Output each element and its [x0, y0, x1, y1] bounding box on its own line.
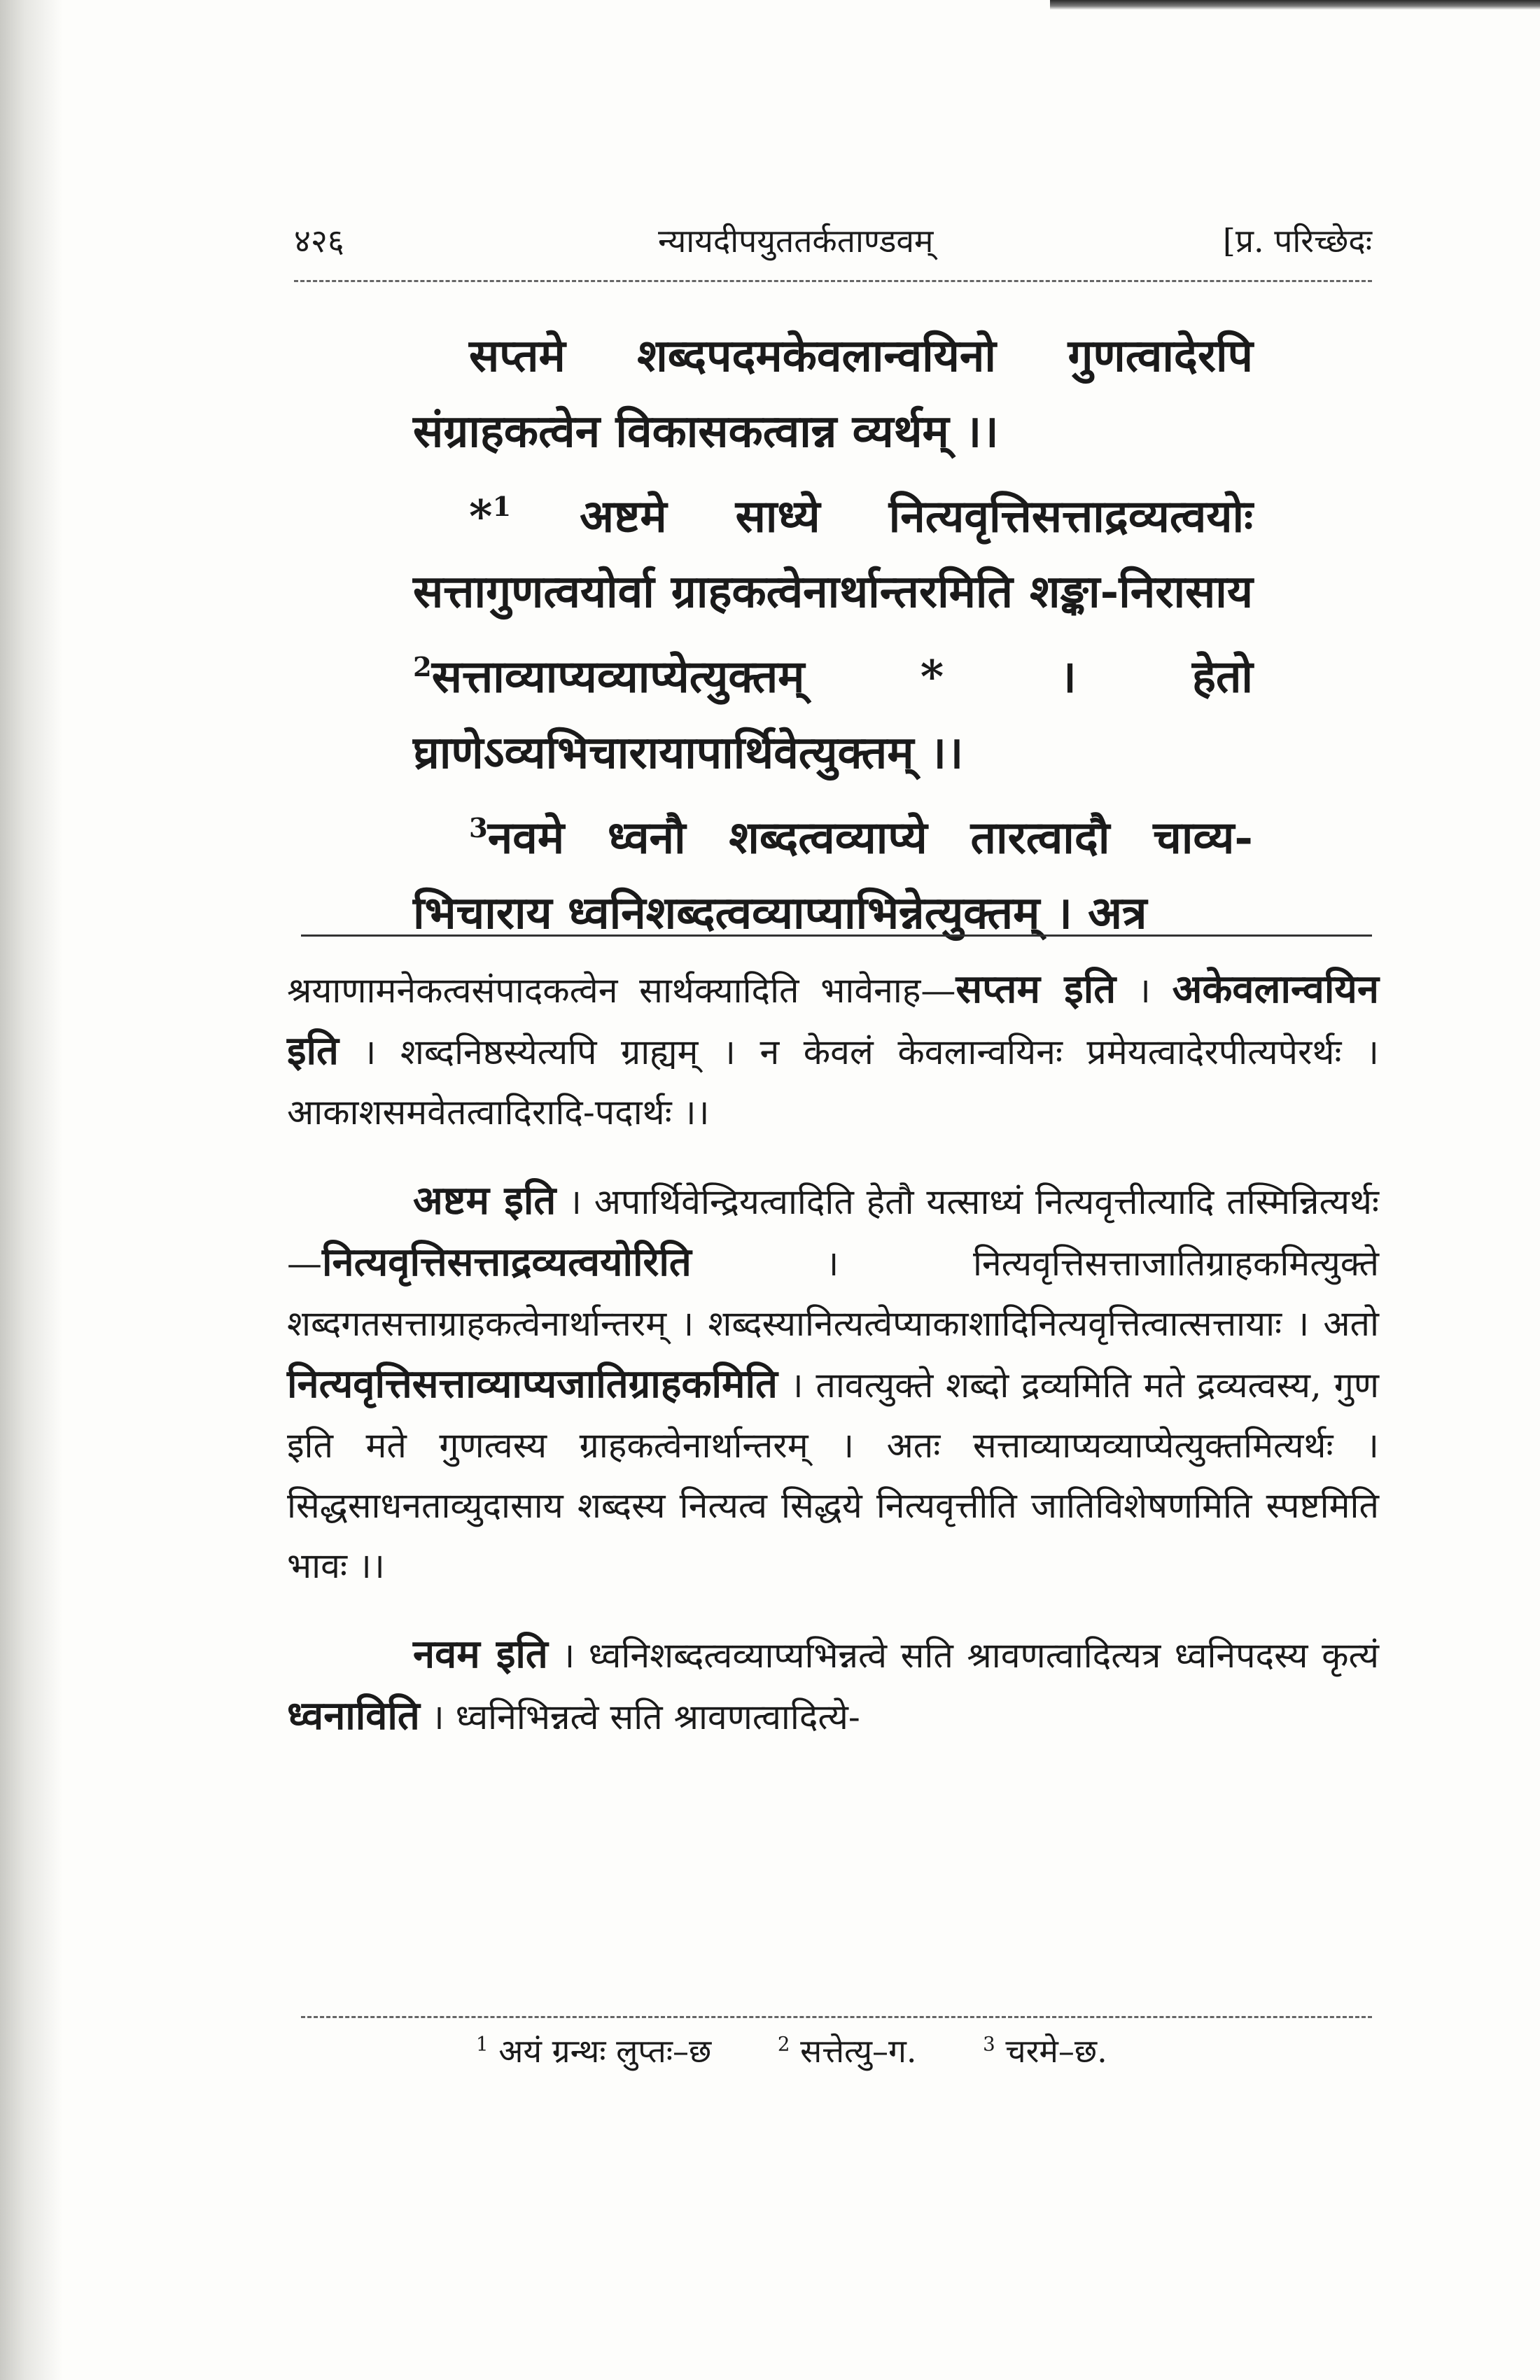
lemma: ध्वनाविति	[287, 1693, 420, 1739]
footnote-2	[778, 2032, 945, 2070]
lemma: अकेवलान्वयिन इति	[287, 966, 1379, 1074]
footnote-3	[983, 2032, 1135, 2070]
footnote-ref: 3	[469, 812, 488, 844]
lemma: अष्टम इति	[413, 1177, 556, 1224]
footnote-ref: 2	[413, 652, 432, 684]
main-text	[413, 318, 1253, 951]
commentary-text: । नित्यवृत्तिसत्ताजातिग्राहकमित्युक्ते शब्दगतसत्ताग्राहकत्वेनार्थान्तरम् । शब्दस्यानित्यत्वेप्याकाशादिनित्यवृत्तित्वात्सत्तायाः । अतो	[287, 1243, 1379, 1344]
asterisk-mark: *	[469, 490, 493, 543]
main-paragraph-2-text-b: सत्ताव्याप्यव्याप्येत्युक्तम् * । हेतो घ्राणेऽव्यभिचारायापार्थिवेत्युक्तम् ।।	[413, 650, 1253, 779]
scan-edge	[1050, 0, 1540, 10]
main-paragraph-1: सप्तमे शब्दपदमकेवलान्वयिनो गुणत्वादेरपि संग्राहकत्वेन विकासकत्वान्न व्यर्थम् ।।	[413, 330, 1253, 458]
running-title: न्यायदीपयुततर्कताण्डवम्	[658, 222, 934, 260]
footnote-number: 2	[777, 2032, 790, 2056]
footnote-number: 1	[476, 2032, 489, 2056]
commentary-text: । तावत्युक्ते शब्दो द्रव्यमिति मते द्रव्यत्वस्य, गुण इति मते गुणत्वस्य ग्राहकत्वेनार्थान्तरम् । अतः सत्ताव्याप्यव्याप्येत्युक्तमित्यर्थः । सिद्धसाधनताव्युदासाय शब्दस्य नित्यत्व सिद्धये नित्यवृत्तीति जातिविशेषणमिति स्पष्टमिति भावः ।।	[287, 1365, 1379, 1586]
main-paragraph-2	[413, 470, 1253, 791]
footnote-number: 3	[983, 2032, 995, 2056]
commentary-paragraph-3	[287, 1624, 1379, 1747]
page-fold-shadow	[0, 0, 63, 2380]
text-commentary-divider	[301, 934, 1372, 937]
lemma: नित्यवृत्तिसत्ताव्याप्यजातिग्राहकमिति	[287, 1361, 778, 1407]
main-paragraph-3	[413, 791, 1253, 951]
commentary-text: श्रयाणामनेकत्वसंपादकत्वेन सार्थक्यादिति भावेनाह—	[287, 970, 956, 1011]
section-label: [प्र. परिच्छेदः	[1222, 222, 1372, 260]
lemma: नित्यवृत्तिसत्ताद्रव्यत्वयोरिति	[322, 1239, 692, 1285]
commentary	[287, 959, 1379, 1747]
running-header	[294, 210, 1372, 266]
footnote-text: सत्तेत्यु–ग.	[800, 2032, 917, 2070]
lemma: नवम इति	[413, 1631, 548, 1677]
footnote-rule	[301, 2016, 1372, 2018]
commentary-paragraph-1	[287, 959, 1379, 1142]
commentary-text: । अपार्थिवेन्द्रियत्वादिति हेतौ यत्साध्यं नित्यवृत्तीत्यादि तस्मिन्नित्यर्थः—	[287, 1182, 1379, 1284]
footnotes	[476, 2029, 1163, 2072]
commentary-text: ।	[1116, 970, 1172, 1011]
lemma: सप्तम इति	[955, 966, 1116, 1012]
footnote-ref: 1	[492, 491, 512, 523]
footnote-1	[476, 2032, 739, 2070]
page-number: ४२६	[294, 222, 344, 260]
commentary-text: । ध्वनिशब्दत्वव्याप्यभिन्नत्वे सति श्रावणत्वादित्यत्र ध्वनिपदस्य कृत्यं	[547, 1635, 1379, 1676]
footnote-text: अयं ग्रन्थः लुप्तः–छ	[498, 2032, 712, 2070]
main-paragraph-3-text: नवमे ध्वनौ शब्दत्वव्याप्ये तारत्वादौ चाव्य-भिचाराय ध्वनिशब्दत्वव्याप्याभिन्नेत्युक्तम् । अत्र	[413, 811, 1253, 939]
commentary-paragraph-2	[287, 1170, 1379, 1596]
main-paragraph-2-text-a: अष्टमे साध्ये नित्यवृत्तिसत्ताद्रव्यत्वयोः सत्तागुणत्वयोर्वा ग्राहकत्वेनार्थान्तरमिति शङ्का-निरासाय	[413, 490, 1253, 619]
footnote-text: चरमे–छ.	[1005, 2032, 1107, 2070]
commentary-text: । शब्दनिष्ठस्येत्यपि ग्राह्यम् । न केवलं केवलान्वयिनः प्रमेयत्वादेरपीत्यपेरर्थः । आकाशसमवेतत्वादिरादि-पदार्थः ।।	[287, 1032, 1379, 1133]
header-rule	[294, 280, 1372, 282]
commentary-text: । ध्वनिभिन्नत्वे सति श्रावणत्वादित्ये-	[419, 1697, 860, 1737]
